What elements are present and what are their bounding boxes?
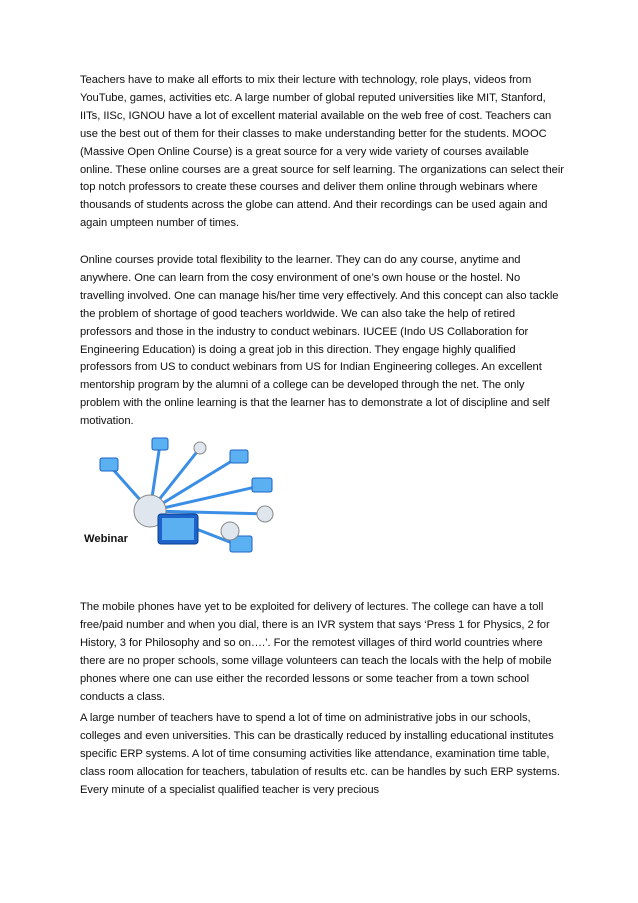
- person-icon: [194, 442, 206, 454]
- computer-icon: [152, 438, 168, 450]
- paragraph-mobile-phones: The mobile phones have yet to be exploited for delivery of lectures. The college can have a toll free/paid number and when you dial, there is an IVR system that says ‘Press 1 for Physics, 2 for History, 3 for Philosophy and so on….’. For the remotest villages of third world countries where there are no proper schools, some village volunteers can teach the locals with the help of mobile phones where one can use either the recorded lessons or some teacher from a town school conducts a class.: [80, 601, 552, 703]
- computer-icon: [252, 478, 272, 492]
- computer-icon: [230, 450, 248, 463]
- figure-caption: Webinar: [84, 533, 128, 545]
- paragraph-mixing-technology: Teachers have to make all efforts to mix their lecture with technology, role plays, videos from YouTube, games, activities etc. A large number of global reputed universities like MIT, Stanford, IITs, IISc, IGNOU have a lot of excellent material available on the web free of cost. Teachers can use the best out of them for their classes to make understanding better for the students. MOOC (Massive Open Online Course) is a great source for a very wide variety of courses available online. These online courses are a great source for self learning. The organizations can select their top notch professors to create these courses and deliver them online through webinars where thousands of students across the globe can attend. And their recordings can be used again and again umpteen number of times.: [80, 74, 564, 230]
- computer-icon: [100, 458, 118, 471]
- monitor-screen: [162, 518, 194, 540]
- paragraph-erp-systems: A large number of teachers have to spend a lot of time on administrative jobs in our schools, colleges and even universities. This can be drastically reduced by installing educational institutes specific ERP systems. A lot of time consuming activities like attendance, examination time table, class room allocation for teachers, tabulation of results etc. can be handles by such ERP systems. Every minute of a specialist qualified teacher is very precious: [80, 712, 560, 796]
- person-icon: [221, 522, 239, 540]
- paragraph-online-courses: Online courses provide total flexibility to the learner. They can do any course, anytime and anywhere. One can learn from the cosy environment of one’s own house or the hostel. No travelling involved. One can manage his/her time very effectively. And this concept can also tackle the problem of shortage of good teachers worldwide. We can also take the help of retired professors and those in the industry to conduct webinars. IUCEE (Indo US Collaboration for Engineering Education) is doing a great job in this direction. They engage highly qualified professors from US to conduct webinars from US for Indian Engineering colleges. An excellent mentorship program by the alumni of a college can be developed through the net. The only problem with the online learning is that the learner has to demonstrate a lot of discipline and self motivation.: [80, 254, 559, 428]
- person-icon: [257, 506, 273, 522]
